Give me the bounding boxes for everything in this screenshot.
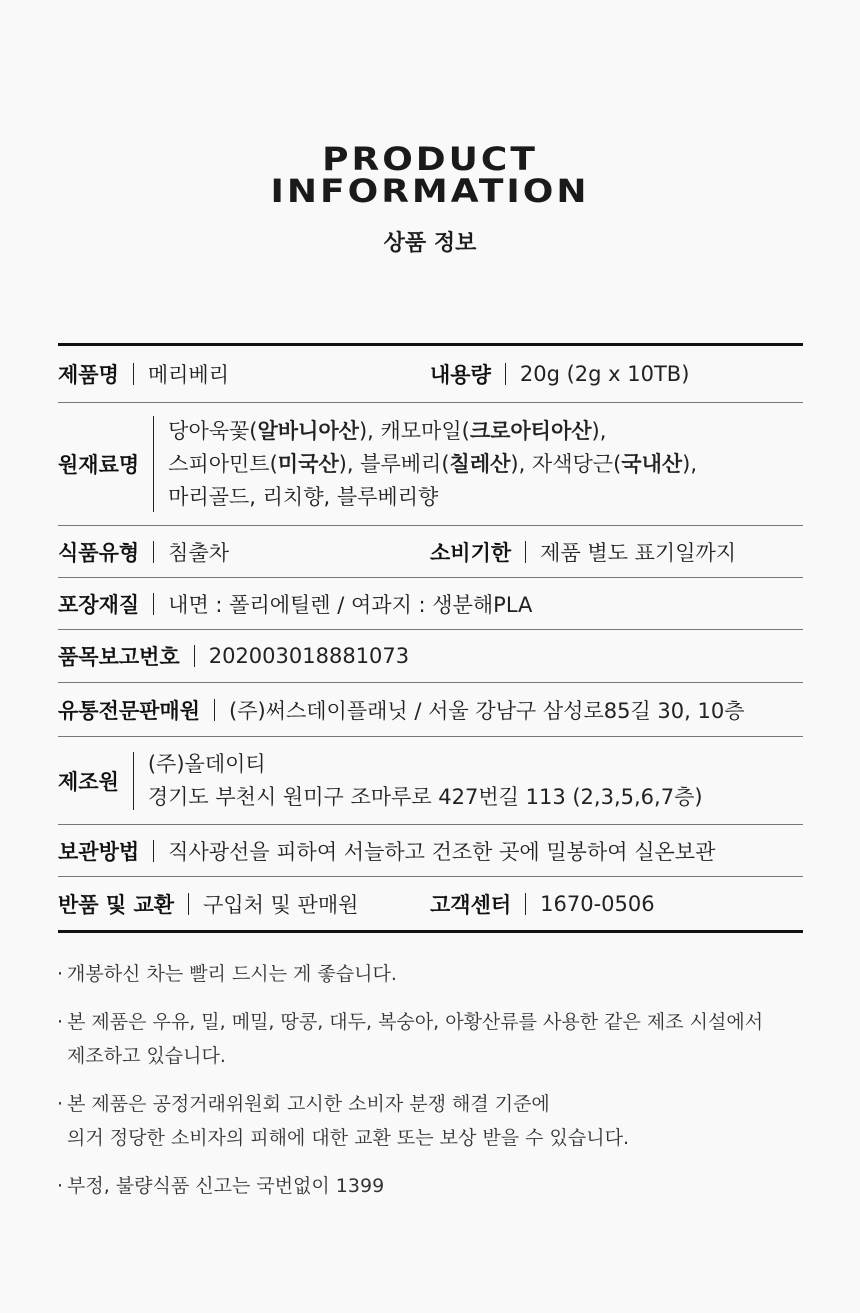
table-row-type-expiry [58,526,803,578]
title-line-1: PRODUCT [322,141,538,178]
returns-label: 반품 및 교환 [58,892,175,917]
divider [525,893,526,915]
product-name-value: 메리베리 [147,363,230,387]
packaging-value: 내면 : 폴리에틸렌 / 여과지 : 생분해PLA [168,592,533,617]
distributor-label: 유통전문판매원 [58,698,201,723]
expiry-value: 제품 별도 표기일까지 [540,540,737,565]
distributor-value: (주)써스데이플래닛 / 서울 강남구 삼성로85길 30, 10층 [229,698,745,723]
divider [133,363,134,385]
divider [153,416,154,512]
ingredients-value [168,415,697,514]
table-row-manufacturer [58,737,803,825]
volume-value: 20g (2g x 10TB) [519,362,690,386]
page-subtitle: 상품 정보 [383,231,477,256]
manufacturer-line-2: 경기도 부천시 원미구 조마루로 427번길 113 (2,3,5,6,7층) [147,784,703,809]
product-name-label: 제품명 [58,363,119,387]
notes-list [57,957,817,1217]
table-row-report-no [58,630,803,683]
table-row-name-volume [58,346,803,403]
divider [505,363,506,385]
returns-value: 구입처 및 판매원 [203,892,359,917]
divider [214,699,215,721]
note-item: · 부정, 불량식품 신고는 국번없이 1399 [57,1169,817,1203]
report-no-label: 품목보고번호 [58,645,180,669]
ingredients-label: 원재료명 [58,453,140,477]
manufacturer-label: 제조원 [58,769,119,794]
volume-label: 내용량 [430,363,491,387]
divider [133,752,134,810]
table-row-storage [58,825,803,877]
bullet: · [57,963,64,985]
ingredients-line-1: 당아욱꽃(알바니아산), 캐모마일(크로아티아산), [168,418,607,443]
table-row-ingredients [58,403,803,526]
ingredients-line-2: 스피아민트(미국산), 블루베리(칠레산), 자색당근(국내산), [168,451,698,476]
note-item: · 본 제품은 우유, 밀, 메밀, 땅콩, 대두, 복숭아, 아황산류를 사용한 같은 제조 시설에서 제조하고 있습니다. [57,1005,817,1073]
food-type-value: 침출차 [168,540,230,565]
ingredients-line-3: 마리골드, 리치향, 블루베리향 [168,484,439,509]
divider [153,593,154,615]
divider [188,893,189,915]
title-line-2: INFORMATION [270,173,590,210]
page-title [0,141,860,210]
divider [153,840,154,862]
product-info-table [58,343,803,933]
bullet: · [57,1093,64,1115]
divider [153,541,154,563]
expiry-label: 소비기한 [430,540,512,565]
manufacturer-line-1: (주)올데이티 [147,751,266,776]
packaging-label: 포장재질 [58,592,140,617]
food-type-label: 식품유형 [58,540,140,565]
bullet: · [57,1175,64,1197]
report-no-value: 202003018881073 [208,644,410,668]
note-item: · 개봉하신 차는 빨리 드시는 게 좋습니다. [57,957,817,991]
divider [525,541,526,563]
note-item: · 본 제품은 공정거래위원회 고시한 소비자 분쟁 해결 기준에 의거 정당한 소비자의 피해에 대한 교환 또는 보상 받을 수 있습니다. [57,1087,817,1155]
table-row-returns-cs [58,877,803,930]
cs-phone-value: 1670-0506 [540,891,655,916]
table-row-distributor [58,683,803,737]
manufacturer-value [148,748,703,814]
storage-value: 직사광선을 피하여 서늘하고 건조한 곳에 밀봉하여 실온보관 [168,839,716,864]
storage-label: 보관방법 [58,839,140,864]
divider [194,645,195,667]
bullet: · [57,1011,64,1033]
cs-label: 고객센터 [430,892,512,917]
table-row-packaging [58,578,803,630]
